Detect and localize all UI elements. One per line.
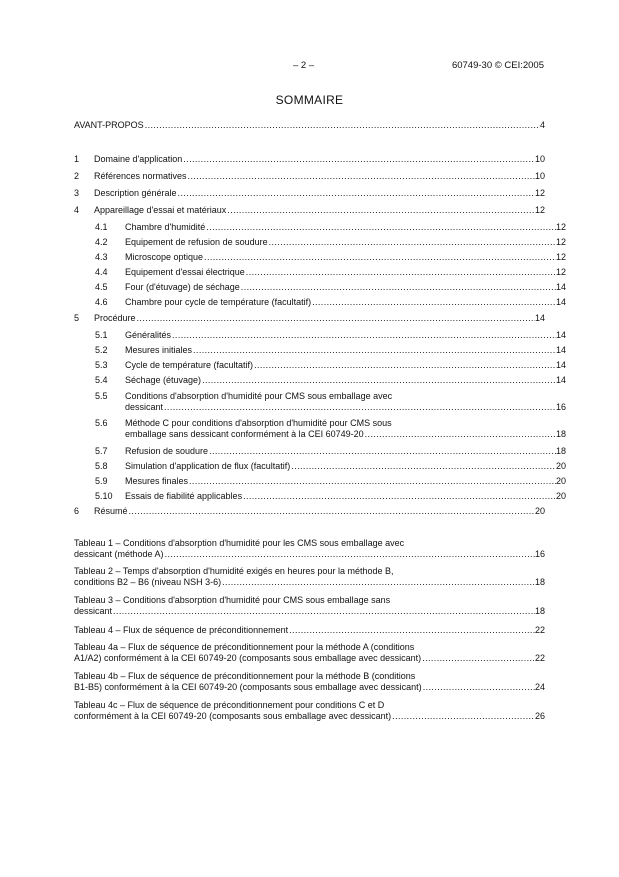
toc-entry-title-line1: Méthode C pour conditions d'absorption d'humidité pour CMS sous: [125, 418, 392, 428]
toc-entry-page: 12: [534, 188, 545, 198]
toc-entry-title: Equipement de refusion de soudure: [125, 237, 268, 247]
toc-entry-page: 18: [555, 429, 566, 439]
toc-entry-title: Procédure: [94, 313, 136, 323]
toc-entry[interactable]: [74, 446, 566, 457]
toc-entry[interactable]: [74, 267, 566, 278]
toc-entry[interactable]: [74, 282, 566, 293]
toc-entry-number: 5.8: [95, 461, 108, 471]
toc-entry-page: 20: [555, 491, 566, 501]
table-entry-page: 24: [534, 682, 545, 692]
toc-entry-page: 10: [534, 171, 545, 181]
toc-entry-page: 14: [555, 297, 566, 307]
toc-entry-page: 14: [555, 282, 566, 292]
leader-dots: [246, 267, 556, 278]
table-entry-title: A1/A2) conformément à la CEI 60749-20 (composants sous emballage avec dessicant): [74, 653, 422, 663]
leader-dots: [312, 297, 556, 308]
toc-entry-number: 4.3: [95, 252, 108, 262]
toc-entry[interactable]: [74, 313, 545, 324]
toc-entry[interactable]: [74, 330, 566, 341]
toc-entry[interactable]: [74, 491, 566, 502]
toc-entry[interactable]: [74, 461, 566, 472]
leader-dots: [241, 282, 556, 293]
toc-entry[interactable]: [74, 297, 566, 308]
toc-table-entry[interactable]: [74, 595, 545, 617]
toc-entry-title: Four (d'étuvage) de séchage: [125, 282, 240, 292]
leader-dots: [209, 446, 556, 457]
toc-entry[interactable]: [74, 345, 566, 356]
table-entry-title: dessicant: [74, 606, 113, 616]
leader-dots: [137, 313, 535, 324]
table-entry-title: Tableau 4 – Flux de séquence de préconditionnement: [74, 625, 289, 635]
toc-entry-title: Mesures initiales: [125, 345, 193, 355]
leader-dots: [392, 711, 535, 722]
leader-dots: [183, 154, 535, 165]
toc-entry-page: 20: [534, 506, 545, 516]
leader-dots: [189, 476, 556, 487]
toc-entry-number: 5.10: [95, 491, 113, 501]
leader-dots: [422, 653, 535, 664]
toc-entry-number: 1: [74, 154, 80, 164]
toc-entry[interactable]: [74, 171, 545, 182]
toc-entry-title: Microscope optique: [125, 252, 204, 262]
toc-entry-title: Chambre d'humidité: [125, 222, 206, 232]
toc-entry-title: Mesures finales: [125, 476, 189, 486]
leader-dots: [291, 461, 556, 472]
leader-dots: [164, 402, 556, 413]
leader-dots: [227, 205, 535, 216]
table-entry-page: 18: [534, 577, 545, 587]
toc-entry-title: Simulation d'application de flux (facultatif): [125, 461, 291, 471]
toc-entry-page: 14: [555, 330, 566, 340]
leader-dots: [145, 120, 540, 131]
toc-entry-page: 18: [555, 446, 566, 456]
toc-table-entry[interactable]: [74, 642, 545, 664]
toc-entry-avant-propos[interactable]: [74, 120, 545, 131]
table-entry-title-line1: Tableau 3 – Conditions d'absorption d'humidité pour CMS sous emballage sans: [74, 595, 391, 605]
toc-entry-number: 4.2: [95, 237, 108, 247]
toc-entry[interactable]: [74, 506, 545, 517]
toc-entry[interactable]: [74, 391, 566, 413]
toc-table-entry[interactable]: [74, 538, 545, 560]
table-entry-page: 22: [534, 625, 545, 635]
table-entry-page: 18: [534, 606, 545, 616]
toc-entry-page: 12: [555, 237, 566, 247]
table-entry-title-line1: Tableau 1 – Conditions d'absorption d'humidité pour les CMS sous emballage avec: [74, 538, 405, 548]
leader-dots: [206, 222, 556, 233]
leader-dots: [254, 360, 556, 371]
table-entry-page: 22: [534, 653, 545, 663]
toc-entry-number: 6: [74, 506, 80, 516]
leader-dots: [204, 252, 556, 263]
toc-entry-number: 5.1: [95, 330, 108, 340]
toc-entry-title: Résumé: [94, 506, 128, 516]
toc-entry-page: 20: [555, 461, 566, 471]
toc-entry-number: 4.1: [95, 222, 108, 232]
table-entry-page: 16: [534, 549, 545, 559]
table-entry-title: dessicant (méthode A): [74, 549, 164, 559]
toc-table-entry[interactable]: [74, 700, 545, 722]
toc-entry-page: 16: [555, 402, 566, 412]
toc-entry-page: 12: [534, 205, 545, 215]
toc-entry-title: emballage sans dessicant conformément à la CEI 60749-20: [125, 429, 364, 439]
toc-entry-number: 4: [74, 205, 80, 215]
toc-entry[interactable]: [74, 418, 566, 440]
toc-entry-number: 4.4: [95, 267, 108, 277]
toc-entry-title: Séchage (étuvage): [125, 375, 202, 385]
toc-entry-number: 5.2: [95, 345, 108, 355]
toc-entry-title: Appareillage d'essai et matériaux: [94, 205, 227, 215]
leader-dots: [165, 549, 535, 560]
leader-dots: [129, 506, 535, 517]
toc-entry-page: 14: [534, 313, 545, 323]
toc-entry-page: 12: [555, 252, 566, 262]
toc-entry-title-line1: Conditions d'absorption d'humidité pour CMS sous emballage avec: [125, 391, 393, 401]
toc-entry-title: Cycle de température (facultatif): [125, 360, 254, 370]
toc-entry-number: 5.3: [95, 360, 108, 370]
toc-entry-page: 14: [555, 375, 566, 385]
table-entry-title-line1: Tableau 2 – Temps d'absorption d'humidité exigés en heures pour la méthode B,: [74, 566, 394, 576]
leader-dots: [269, 237, 556, 248]
toc-entry-page: 12: [555, 222, 566, 232]
toc-entry-page: 12: [555, 267, 566, 277]
toc-entry-number: 5: [74, 313, 80, 323]
toc-entry-page: 4: [539, 120, 545, 130]
toc-entry[interactable]: [74, 222, 566, 233]
toc-entry-title: Généralités: [125, 330, 172, 340]
toc-entry-page: 20: [555, 476, 566, 486]
leader-dots: [178, 188, 535, 199]
page-number: – 2 –: [293, 60, 315, 71]
table-of-contents: [74, 0, 566, 877]
toc-table-entry[interactable]: [74, 625, 545, 636]
toc-entry[interactable]: [74, 375, 566, 386]
toc-entry-title: dessicant: [125, 402, 164, 412]
toc-entry-title: Essais de fiabilité applicables: [125, 491, 243, 501]
toc-entry-number: 2: [74, 171, 80, 181]
toc-table-entry[interactable]: [74, 671, 545, 693]
toc-entry[interactable]: [74, 188, 545, 199]
toc-entry-page: 14: [555, 360, 566, 370]
toc-entry[interactable]: [74, 205, 545, 216]
toc-entry-number: 4.6: [95, 297, 108, 307]
toc-entry-title: Références normatives: [94, 171, 187, 181]
leader-dots: [222, 577, 535, 588]
toc-entry[interactable]: [74, 154, 545, 165]
toc-entry[interactable]: [74, 252, 566, 263]
leader-dots: [113, 606, 535, 617]
toc-entry-number: 5.5: [95, 391, 108, 401]
table-entry-title: conditions B2 – B6 (niveau NSH 3-6): [74, 577, 222, 587]
toc-entry-number: 5.6: [95, 418, 108, 428]
leader-dots: [202, 375, 556, 386]
toc-entry-title: Description générale: [94, 188, 177, 198]
toc-entry[interactable]: [74, 237, 566, 248]
table-entry-title-line1: Tableau 4b – Flux de séquence de préconditionnement pour la méthode B (conditions: [74, 671, 416, 681]
table-entry-title: conformément à la CEI 60749-20 (composants sous emballage avec dessicant): [74, 711, 392, 721]
table-entry-title: B1-B5) conformément à la CEI 60749-20 (composants sous emballage avec dessicant): [74, 682, 422, 692]
toc-entry-number: 5.9: [95, 476, 108, 486]
toc-entry[interactable]: [74, 360, 566, 371]
leader-dots: [423, 682, 535, 693]
leader-dots: [243, 491, 556, 502]
table-entry-page: 26: [534, 711, 545, 721]
toc-entry-number: 5.7: [95, 446, 108, 456]
toc-entry-number: 5.4: [95, 375, 108, 385]
toc-entry-page: 10: [534, 154, 545, 164]
leader-dots: [193, 345, 556, 356]
toc-entry-title: Refusion de soudure: [125, 446, 209, 456]
toc-entry-number: 3: [74, 188, 80, 198]
leader-dots: [289, 625, 535, 636]
leader-dots: [188, 171, 535, 182]
table-entry-title-line1: Tableau 4a – Flux de séquence de préconditionnement pour la méthode A (conditions: [74, 642, 415, 652]
leader-dots: [365, 429, 556, 440]
toc-entry-title: Chambre pour cycle de température (facultatif): [125, 297, 312, 307]
toc-entry[interactable]: [74, 476, 566, 487]
leader-dots: [172, 330, 556, 341]
toc-entry-number: 4.5: [95, 282, 108, 292]
toc-entry-title: Equipement d'essai électrique: [125, 267, 245, 277]
standard-reference: 60749-30 © CEI:2005: [451, 60, 544, 71]
toc-entry-page: 14: [555, 345, 566, 355]
toc-table-entry[interactable]: [74, 566, 545, 588]
toc-entry-title: AVANT-PROPOS: [74, 120, 144, 130]
page-title: SOMMAIRE: [275, 93, 344, 107]
table-entry-title-line1: Tableau 4c – Flux de séquence de préconditionnement pour conditions C et D: [74, 700, 385, 710]
toc-entry-title: Domaine d'application: [94, 154, 183, 164]
